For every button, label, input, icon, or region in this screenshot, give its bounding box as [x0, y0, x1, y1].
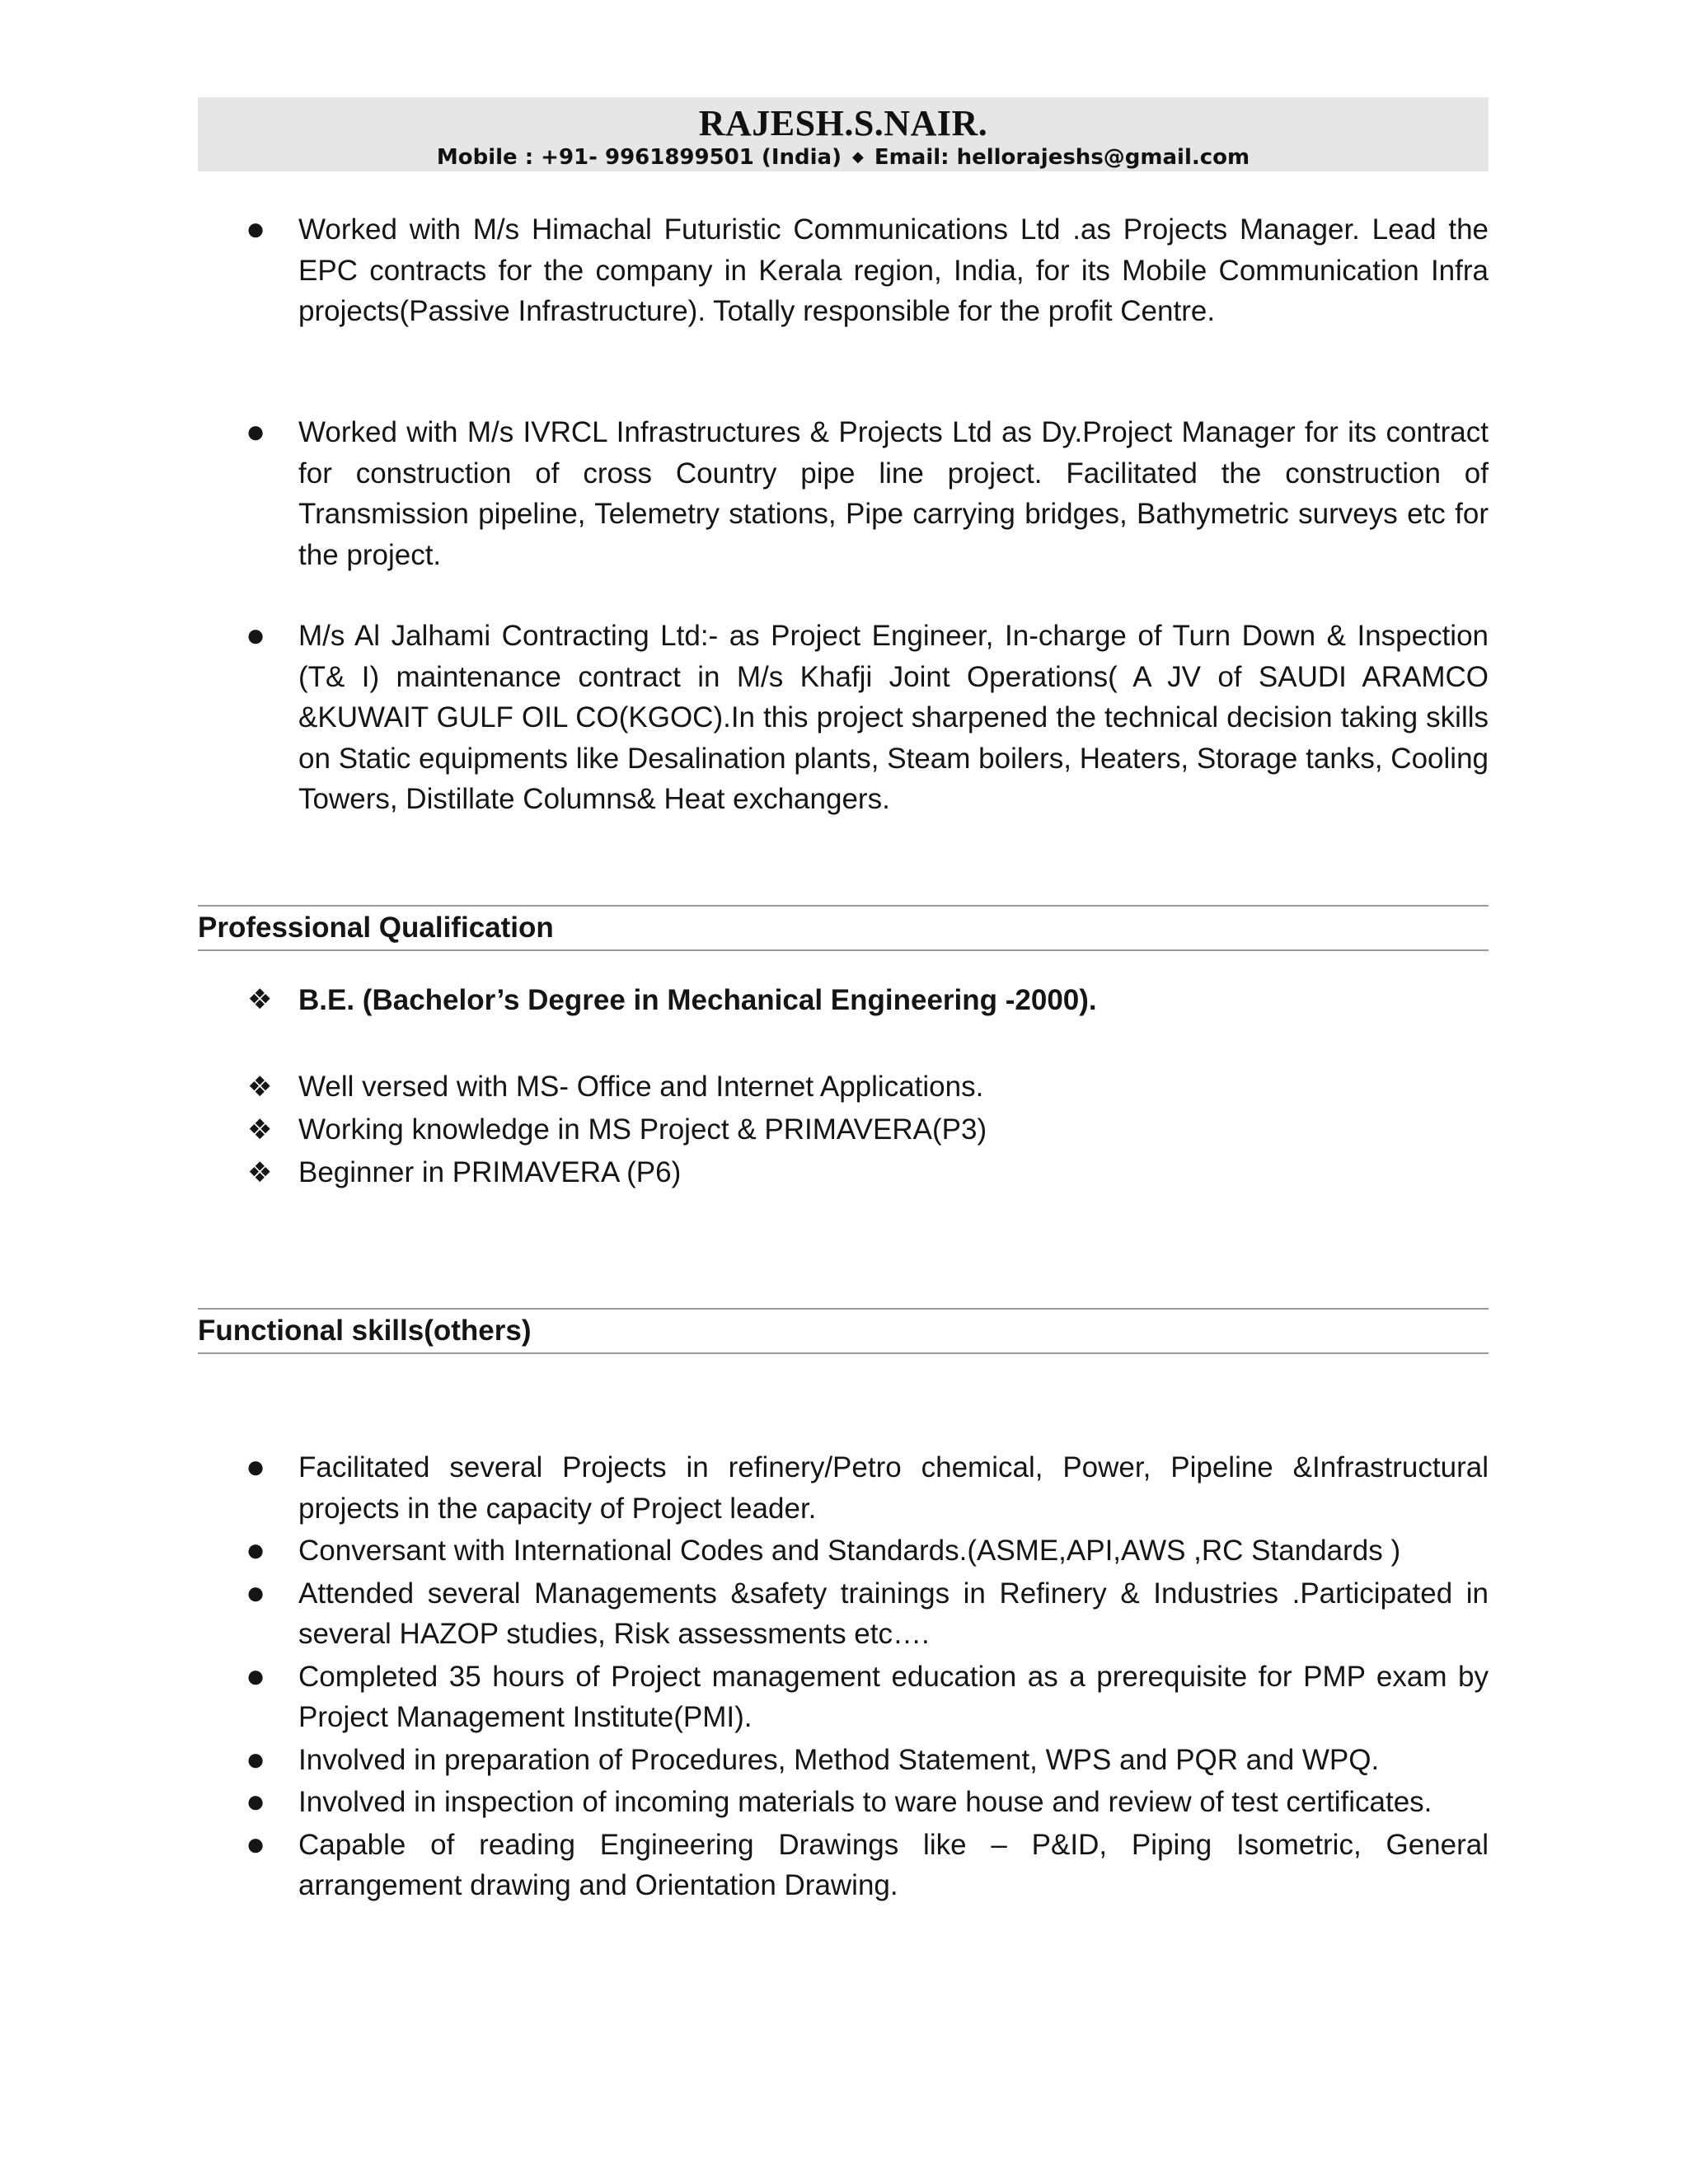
- qualification-degree-block: [198, 980, 1489, 1021]
- diamond-bullet-icon: ❖: [247, 1114, 273, 1146]
- functional-item: [198, 1825, 1489, 1906]
- degree-item: [198, 980, 1489, 1021]
- separator-icon: ◆: [852, 148, 864, 166]
- functional-skills-block: [198, 1447, 1489, 1906]
- experience-text: Worked with M/s Himachal Futuristic Communications Ltd .as Projects Manager. Lead the EPC contracts for the company in Kerala region, India, for its Mobile Communication Infra projects(Passive Infrastructure). Totally responsible for the profit Centre.: [298, 213, 1489, 327]
- experience-list: [198, 209, 1489, 332]
- experience-list: [198, 616, 1489, 820]
- resume-header: [198, 97, 1489, 171]
- bullet-icon: ●: [246, 1783, 266, 1820]
- experience-item-2-block: [198, 412, 1489, 575]
- email-address: Email: hellorajeshs@gmail.com: [874, 145, 1250, 170]
- functional-text: Involved in inspection of incoming materials to ware house and review of test certificates.: [298, 1786, 1432, 1818]
- bullet-icon: ●: [246, 1741, 266, 1778]
- bullet-icon: ●: [246, 1449, 266, 1485]
- qualification-skills-list: [198, 1066, 1489, 1194]
- functional-text: Facilitated several Projects in refinery/Petro chemical, Power, Pipeline &Infrastructural projects in the capacity of Project leader.: [298, 1451, 1489, 1525]
- section-title-qualification: Professional Qualification: [198, 905, 1489, 951]
- qualification-skills-block: [198, 1066, 1489, 1194]
- functional-item: [198, 1530, 1489, 1572]
- bullet-icon: ●: [246, 1657, 266, 1694]
- functional-item: [198, 1447, 1489, 1529]
- bullet-icon: ●: [246, 1574, 266, 1611]
- functional-text: Attended several Managements &safety trainings in Refinery & Industries .Participated in several HAZOP studies, Risk assessments etc….: [298, 1577, 1489, 1650]
- qualification-text: Working knowledge in MS Project & PRIMAVERA(P3): [298, 1113, 987, 1146]
- candidate-name: RAJESH.S.NAIR.: [698, 103, 988, 143]
- experience-item: [198, 616, 1489, 820]
- functional-item: [198, 1782, 1489, 1823]
- qualification-text: Well versed with MS- Office and Internet Applications.: [298, 1071, 984, 1103]
- functional-text: Conversant with International Codes and Standards.(ASME,API,AWS ,RC Standards ): [298, 1535, 1401, 1567]
- experience-text: M/s Al Jalhami Contracting Ltd:- as Project Engineer, In-charge of Turn Down & Inspection (T& I) maintenance contract in M/s Khafji Joint Operations( A JV of SAUDI ARAMCO &KUWAIT GULF OIL CO(KGOC).In this project sharpened the technical decision taking skills on Static equipments like Desalination plants, Steam boilers, Heaters, Storage tanks, Cooling Towers, Distillate Columns& Heat exchangers.: [298, 620, 1489, 815]
- bullet-icon: ●: [246, 1532, 266, 1568]
- section-title-functional-skills: Functional skills(others): [198, 1308, 1489, 1354]
- qualification-degree-list: [198, 980, 1489, 1021]
- functional-item: [198, 1657, 1489, 1738]
- functional-text: Capable of reading Engineering Drawings like – P&ID, Piping Isometric, General arrangement drawing and Orientation Drawing.: [298, 1828, 1489, 1901]
- mobile-number: Mobile : +91- 9961899501 (India): [436, 145, 842, 170]
- functional-item: [198, 1740, 1489, 1781]
- bullet-icon: ●: [246, 414, 266, 450]
- functional-text: Completed 35 hours of Project management education as a prerequisite for PMP exam by Project Management Institute(PMI).: [298, 1660, 1489, 1733]
- functional-skills-list: [198, 1447, 1489, 1906]
- degree-text: B.E. (Bachelor’s Degree in Mechanical Engineering -2000).: [298, 984, 1097, 1016]
- experience-item: [198, 412, 1489, 575]
- qualification-text: Beginner in PRIMAVERA (P6): [298, 1156, 682, 1188]
- qualification-item: [198, 1108, 1489, 1151]
- functional-text: Involved in preparation of Procedures, Method Statement, WPS and PQR and WPQ.: [298, 1743, 1380, 1776]
- diamond-bullet-icon: ❖: [247, 984, 273, 1015]
- experience-item: [198, 209, 1489, 332]
- diamond-bullet-icon: ❖: [247, 1071, 273, 1103]
- functional-item: [198, 1573, 1489, 1655]
- experience-item-3-block: [198, 616, 1489, 820]
- bullet-icon: ●: [246, 1825, 266, 1863]
- diamond-bullet-icon: ❖: [247, 1157, 273, 1188]
- experience-list: [198, 412, 1489, 575]
- contact-line: [198, 145, 1489, 170]
- qualification-item: [198, 1151, 1489, 1194]
- qualification-item: [198, 1066, 1489, 1108]
- bullet-icon: ●: [246, 617, 266, 654]
- bullet-icon: ●: [246, 211, 266, 247]
- experience-item-1-block: [198, 209, 1489, 332]
- experience-text: Worked with M/s IVRCL Infrastructures & Projects Ltd as Dy.Project Manager for its contract for construction of cross Country pipe line project. Facilitated the construction of Transmission pipeline, Telemetry stations, Pipe carrying bridges, Bathymetric surveys etc for the project.: [298, 416, 1489, 571]
